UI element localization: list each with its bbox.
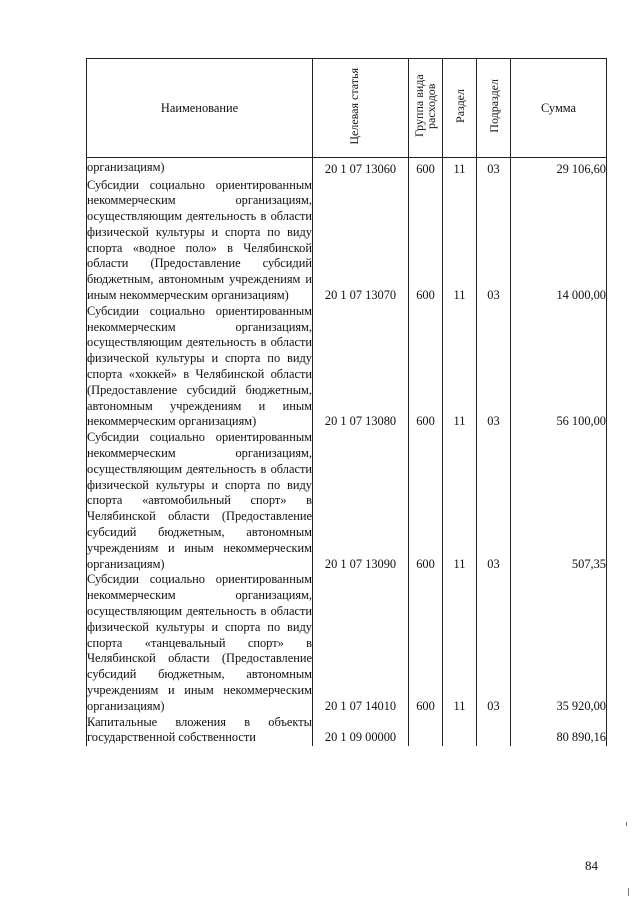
table-row bbox=[87, 158, 607, 178]
table-header-row bbox=[87, 59, 607, 158]
scan-mark bbox=[626, 822, 627, 826]
row-group: 600 bbox=[409, 304, 443, 430]
row-section bbox=[443, 715, 477, 747]
row-name: Субсидии социально ориентированным некоммерческим организациям, осуществляющим деятельность в области физической культуры и спорта по виду спорта «хоккей» в Челябинской области (Предоставление субсидий бюджетным, автономным учреждениям и иным некоммерческим организациям) bbox=[87, 303, 312, 429]
row-section: 11 bbox=[443, 158, 477, 178]
row-section: 11 bbox=[443, 572, 477, 714]
header-group: Группа вида расходов bbox=[409, 59, 443, 158]
row-sum: 29 106,60 bbox=[511, 158, 607, 178]
row-sum: 507,35 bbox=[511, 430, 607, 572]
header-sum: Сумма bbox=[511, 59, 607, 158]
page-number: 84 bbox=[585, 858, 598, 873]
budget-table bbox=[86, 58, 607, 746]
row-name: Субсидии социально ориентированным некоммерческим организациям, осуществляющим деятельность в области физической культуры и спорта по виду спорта «танцевальный спорт» в Челябинской области (Предоставление субсидий бюджетным, автономным учреждениям и иным некоммерческим организациям) bbox=[87, 572, 312, 713]
row-name: Субсидии социально ориентированным некоммерческим организациям, осуществляющим деятельность в области физической культуры и спорта по виду спорта «водное поло» в Челябинской области (Предоставление субсидий бюджетным, автономным учреждениям и иным некоммерческим организациям) bbox=[87, 177, 312, 303]
row-group: 600 bbox=[409, 178, 443, 304]
row-sum: 80 890,16 bbox=[511, 715, 607, 747]
row-subsection: 03 bbox=[477, 572, 511, 714]
row-subsection: 03 bbox=[477, 430, 511, 572]
row-group: 600 bbox=[409, 572, 443, 714]
header-section: Раздел bbox=[443, 59, 477, 158]
row-code: 20 1 07 13060 bbox=[313, 158, 409, 178]
row-section: 11 bbox=[443, 304, 477, 430]
scan-mark bbox=[628, 888, 629, 896]
row-group: 600 bbox=[409, 158, 443, 178]
table-row bbox=[87, 715, 607, 747]
row-code: 20 1 07 13080 bbox=[313, 304, 409, 430]
header-name: Наименование bbox=[87, 59, 313, 158]
row-name: Капитальные вложения в объекты государственной собственности bbox=[87, 714, 312, 745]
row-name: Субсидии социально ориентированным некоммерческим организациям, осуществляющим деятельность в области физической культуры и спорта по виду спорта «автомобильный спорт» в Челябинской области (Предоставление субсидий бюджетным, автономным учреждениям и иным некоммерческим организациям) bbox=[87, 430, 312, 571]
row-code: 20 1 07 14010 bbox=[313, 572, 409, 714]
table-row bbox=[87, 572, 607, 714]
row-subsection bbox=[477, 715, 511, 747]
row-code: 20 1 07 13090 bbox=[313, 430, 409, 572]
row-group bbox=[409, 715, 443, 747]
row-name: организациям) bbox=[87, 158, 313, 178]
row-sum: 35 920,00 bbox=[511, 572, 607, 714]
row-section: 11 bbox=[443, 178, 477, 304]
table-row bbox=[87, 304, 607, 430]
row-code: 20 1 09 00000 bbox=[313, 715, 409, 747]
table-row bbox=[87, 178, 607, 304]
header-target: Целевая статья bbox=[313, 59, 409, 158]
row-section: 11 bbox=[443, 430, 477, 572]
row-group: 600 bbox=[409, 430, 443, 572]
table-row bbox=[87, 430, 607, 572]
header-subsection: Подраздел bbox=[477, 59, 511, 158]
row-subsection: 03 bbox=[477, 304, 511, 430]
row-subsection: 03 bbox=[477, 178, 511, 304]
row-code: 20 1 07 13070 bbox=[313, 178, 409, 304]
row-subsection: 03 bbox=[477, 158, 511, 178]
row-sum: 14 000,00 bbox=[511, 178, 607, 304]
row-sum: 56 100,00 bbox=[511, 304, 607, 430]
